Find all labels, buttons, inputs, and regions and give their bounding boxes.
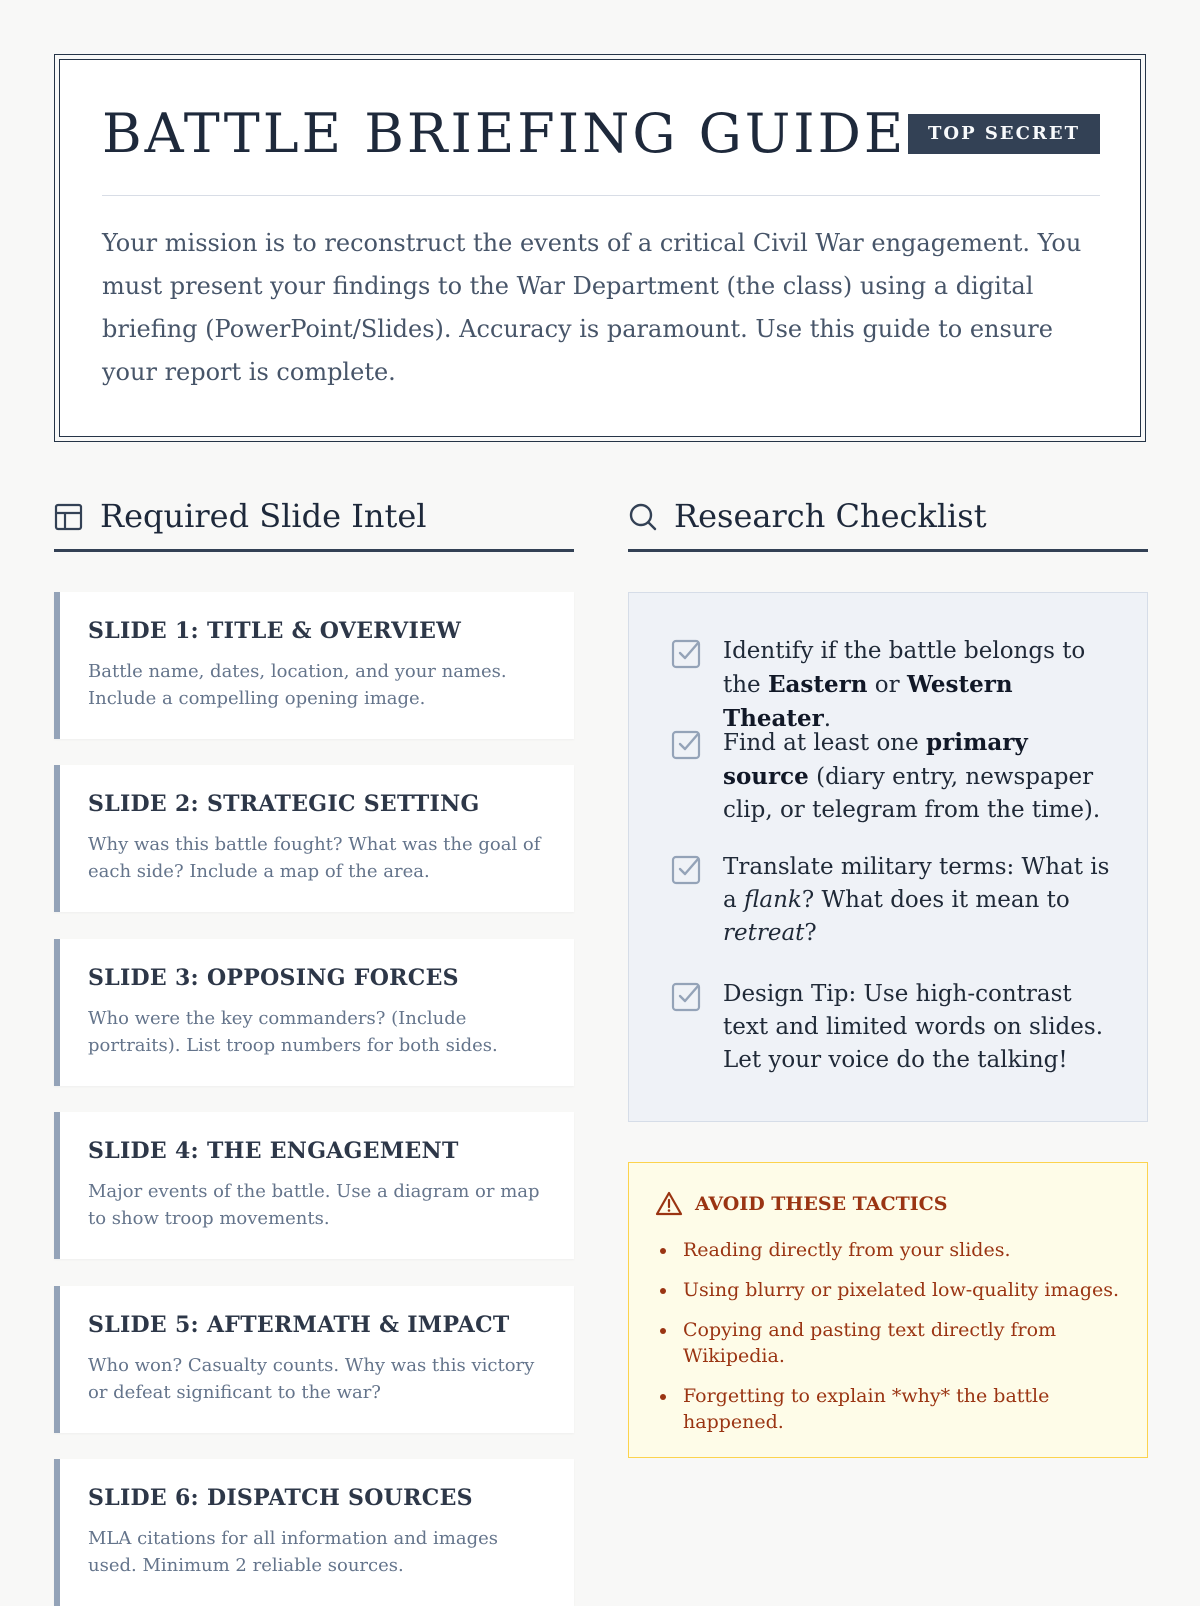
slide-card (54, 592, 574, 739)
slide-card-title: SLIDE 2: STRATEGIC SETTING (88, 791, 480, 817)
slide-card (54, 1112, 574, 1259)
checklist-text: Design Tip: Use high-contrast text and limited words on slides. Let your voice do the talking! (723, 981, 1104, 1073)
header-panel (59, 59, 1141, 437)
checkbox-checked-icon (671, 637, 703, 673)
checkbox-checked-icon (671, 728, 703, 764)
slide-card-title: SLIDE 4: THE ENGAGEMENT (88, 1138, 459, 1164)
checklist-text: Identify if the battle belongs to the Eastern or Western Theater. (723, 638, 1086, 732)
research-section-title: Research Checklist (674, 497, 987, 535)
checklist-text: Find at least one primary source (diary entry, newspaper clip, or telegram from the time). (723, 729, 1101, 823)
slide-card (54, 1459, 574, 1606)
header-divider (102, 195, 1100, 196)
slide-card-desc: Who won? Casualty counts. Why was this victory or defeat significant to the war? (88, 1355, 535, 1403)
slide-card-desc: MLA citations for all information and images used. Minimum 2 reliable sources. (88, 1528, 499, 1576)
search-icon (628, 502, 658, 536)
warning-item: Reading directly from your slides. (655, 1237, 1125, 1263)
checklist-text: Translate military terms: What is a flank? What does it mean to retreat? (723, 854, 1110, 946)
avoid-tactics-box (628, 1162, 1148, 1458)
research-checklist (628, 592, 1148, 1122)
slide-card-title: SLIDE 6: DISPATCH SOURCES (88, 1485, 473, 1511)
slide-card-title: SLIDE 5: AFTERMATH & IMPACT (88, 1312, 510, 1338)
warning-list (655, 1237, 1125, 1449)
slide-card (54, 939, 574, 1086)
header-frame (54, 54, 1146, 442)
slide-card-title: SLIDE 3: OPPOSING FORCES (88, 965, 459, 991)
slides-section-heading (54, 490, 574, 552)
page-title: BATTLE BRIEFING GUIDE (102, 102, 907, 165)
warning-icon (655, 1191, 683, 1221)
warning-title: AVOID THESE TACTICS (695, 1193, 948, 1215)
intro-paragraph: Your mission is to reconstruct the events of a critical Civil War engagement. You must present your findings to the War Department (the class) using a digital briefing (PowerPoint/Slides). Accuracy is paramount. Use this guide to ensure your report is complete. (102, 229, 1082, 386)
slide-card-desc: Battle name, dates, location, and your names. Include a compelling opening image. (88, 661, 507, 709)
checkbox-checked-icon (671, 853, 703, 889)
slide-card-desc: Who were the key commanders? (Include portraits). List troop numbers for both sides. (88, 1008, 498, 1056)
warning-item: Copying and pasting text directly from Wikipedia. (655, 1317, 1125, 1369)
layout-icon (54, 502, 84, 536)
warning-item: Using blurry or pixelated low-quality images. (655, 1277, 1125, 1303)
top-secret-badge: TOP SECRET (908, 114, 1100, 154)
warning-item: Forgetting to explain *why* the battle happened. (655, 1383, 1125, 1435)
slides-section-title: Required Slide Intel (100, 497, 427, 535)
slide-card (54, 765, 574, 912)
slide-card-desc: Why was this battle fought? What was the goal of each side? Include a map of the area. (88, 834, 541, 882)
slide-card-desc: Major events of the battle. Use a diagram or map to show troop movements. (88, 1181, 540, 1229)
slide-card (54, 1286, 574, 1433)
research-section-heading (628, 490, 1148, 552)
checkbox-checked-icon (671, 980, 703, 1016)
slide-card-title: SLIDE 1: TITLE & OVERVIEW (88, 618, 462, 644)
